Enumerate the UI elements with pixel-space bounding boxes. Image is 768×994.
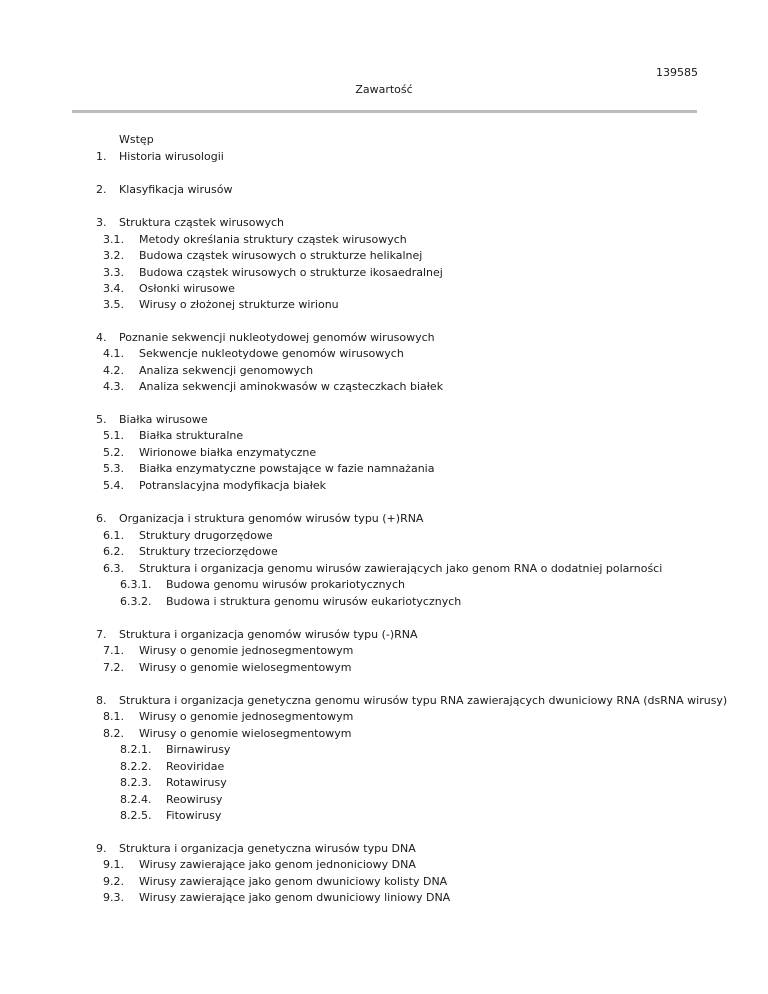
toc-item-label: Reowirusy (166, 793, 223, 806)
toc-item-number: 6.3.2. (120, 595, 152, 608)
toc-item-label: Struktura i organizacja genomu wirusów zawierających jako genom RNA o dodatniej polarności (139, 562, 663, 575)
toc-item-number: 4. (96, 331, 107, 344)
toc-item-number: 8. (96, 694, 107, 707)
toc-item-number: 5.4. (103, 479, 124, 492)
toc-item-label: Wirusy o genomie jednosegmentowym (139, 644, 354, 657)
toc-item-label: Historia wirusologii (119, 150, 224, 163)
toc-item-label: Wirionowe białka enzymatyczne (139, 446, 317, 459)
toc-item-label: Osłonki wirusowe (139, 282, 235, 295)
toc-item-label: Struktura i organizacja genomów wirusów typu (-)RNA (119, 628, 418, 641)
toc-item-label: Budowa genomu wirusów prokariotycznych (166, 578, 405, 591)
toc-item-label: Potranslacyjna modyfikacja białek (139, 479, 327, 492)
toc-item-label: Poznanie sekwencji nukleotydowej genomów wirusowych (119, 331, 435, 344)
toc-item-label: Fitowirusy (166, 809, 222, 822)
toc-item-number: 7. (96, 628, 107, 641)
toc-item-number: 2. (96, 183, 107, 196)
toc-item-label: Organizacja i struktura genomów wirusów typu (+)RNA (119, 512, 424, 525)
toc-item-label: Wirusy o genomie wielosegmentowym (139, 727, 352, 740)
toc-item-label: Reoviridae (166, 760, 225, 773)
toc-item-number: 6.1. (103, 529, 124, 542)
toc-item-number: 4.3. (103, 380, 124, 393)
toc-item-number: 8.2. (103, 727, 124, 740)
toc-item-label: Wirusy o genomie jednosegmentowym (139, 710, 354, 723)
toc-item-label: Analiza sekwencji aminokwasów w cząsteczkach białek (139, 380, 444, 393)
toc-item-number: 4.2. (103, 364, 124, 377)
toc-item-number: 3.2. (103, 249, 124, 262)
toc-item-label: Białka enzymatyczne powstające w fazie namnażania (139, 462, 435, 475)
toc-item-number: 4.1. (103, 347, 124, 360)
toc-item-label: Struktura i organizacja genetyczna wirusów typu DNA (119, 842, 416, 855)
toc-item-number: 5.1. (103, 429, 124, 442)
toc-item-number: 5.3. (103, 462, 124, 475)
toc-item-number: 5. (96, 413, 107, 426)
toc-item-number: 6.2. (103, 545, 124, 558)
toc-item-label: Analiza sekwencji genomowych (139, 364, 314, 377)
toc-item-label: Klasyfikacja wirusów (119, 183, 233, 196)
toc-item-number: 9.1. (103, 858, 124, 871)
toc-item-number: 6.3. (103, 562, 124, 575)
toc-item-number: 1. (96, 150, 107, 163)
toc-item-label: Budowa i struktura genomu wirusów eukariotycznych (166, 595, 462, 608)
toc-item-number: 8.2.5. (120, 809, 152, 822)
toc-item-number: 3.4. (103, 282, 124, 295)
toc-item-label: Struktury trzeciorzędowe (139, 545, 278, 558)
toc-item-label: Budowa cząstek wirusowych o strukturze ikosaedralnej (139, 266, 443, 279)
toc-item-label: Białka strukturalne (139, 429, 244, 442)
toc-item-label: Wstęp (119, 133, 154, 146)
toc-item-label: Birnawirusy (166, 743, 231, 756)
toc-item-number: 7.2. (103, 661, 124, 674)
title-divider (72, 110, 697, 113)
toc-item-number: 8.2.4. (120, 793, 152, 806)
toc-item-number: 8.2.1. (120, 743, 152, 756)
toc-item-number: 8.2.3. (120, 776, 152, 789)
toc-item-label: Wirusy o złożonej strukturze wirionu (139, 298, 339, 311)
toc-item-label: Struktury drugorzędowe (139, 529, 273, 542)
toc-item-label: Wirusy zawierające jako genom dwuniciowy liniowy DNA (139, 891, 451, 904)
toc-item-label: Białka wirusowe (119, 413, 208, 426)
toc-item-number: 3.3. (103, 266, 124, 279)
toc-item-number: 8.2.2. (120, 760, 152, 773)
toc-item-number: 9. (96, 842, 107, 855)
document-number: 139585 (656, 66, 698, 79)
toc-item-number: 7.1. (103, 644, 124, 657)
toc-item-number: 6. (96, 512, 107, 525)
toc-item-number: 3. (96, 216, 107, 229)
toc-item-number: 6.3.1. (120, 578, 152, 591)
toc-item-label: Wirusy zawierające jako genom jednoniciowy DNA (139, 858, 416, 871)
toc-item-number: 3.1. (103, 233, 124, 246)
toc-item-label: Wirusy zawierające jako genom dwuniciowy kolisty DNA (139, 875, 448, 888)
toc-item-label: Struktura cząstek wirusowych (119, 216, 284, 229)
toc-item-number: 9.3. (103, 891, 124, 904)
toc-item-label: Sekwencje nukleotydowe genomów wirusowych (139, 347, 404, 360)
page-title: Zawartość (355, 83, 413, 96)
toc-item-number: 5.2. (103, 446, 124, 459)
toc-item-label: Budowa cząstek wirusowych o strukturze helikalnej (139, 249, 423, 262)
toc-item-label: Wirusy o genomie wielosegmentowym (139, 661, 352, 674)
toc-item-label: Metody określania struktury cząstek wirusowych (139, 233, 407, 246)
toc-item-label: Rotawirusy (166, 776, 227, 789)
toc-item-label: Struktura i organizacja genetyczna genomu wirusów typu RNA zawierających dwuniciowy RNA (dsRNA wirusy) (119, 694, 728, 707)
toc-item-number: 9.2. (103, 875, 124, 888)
toc-item-number: 8.1. (103, 710, 124, 723)
toc-item-number: 3.5. (103, 298, 124, 311)
